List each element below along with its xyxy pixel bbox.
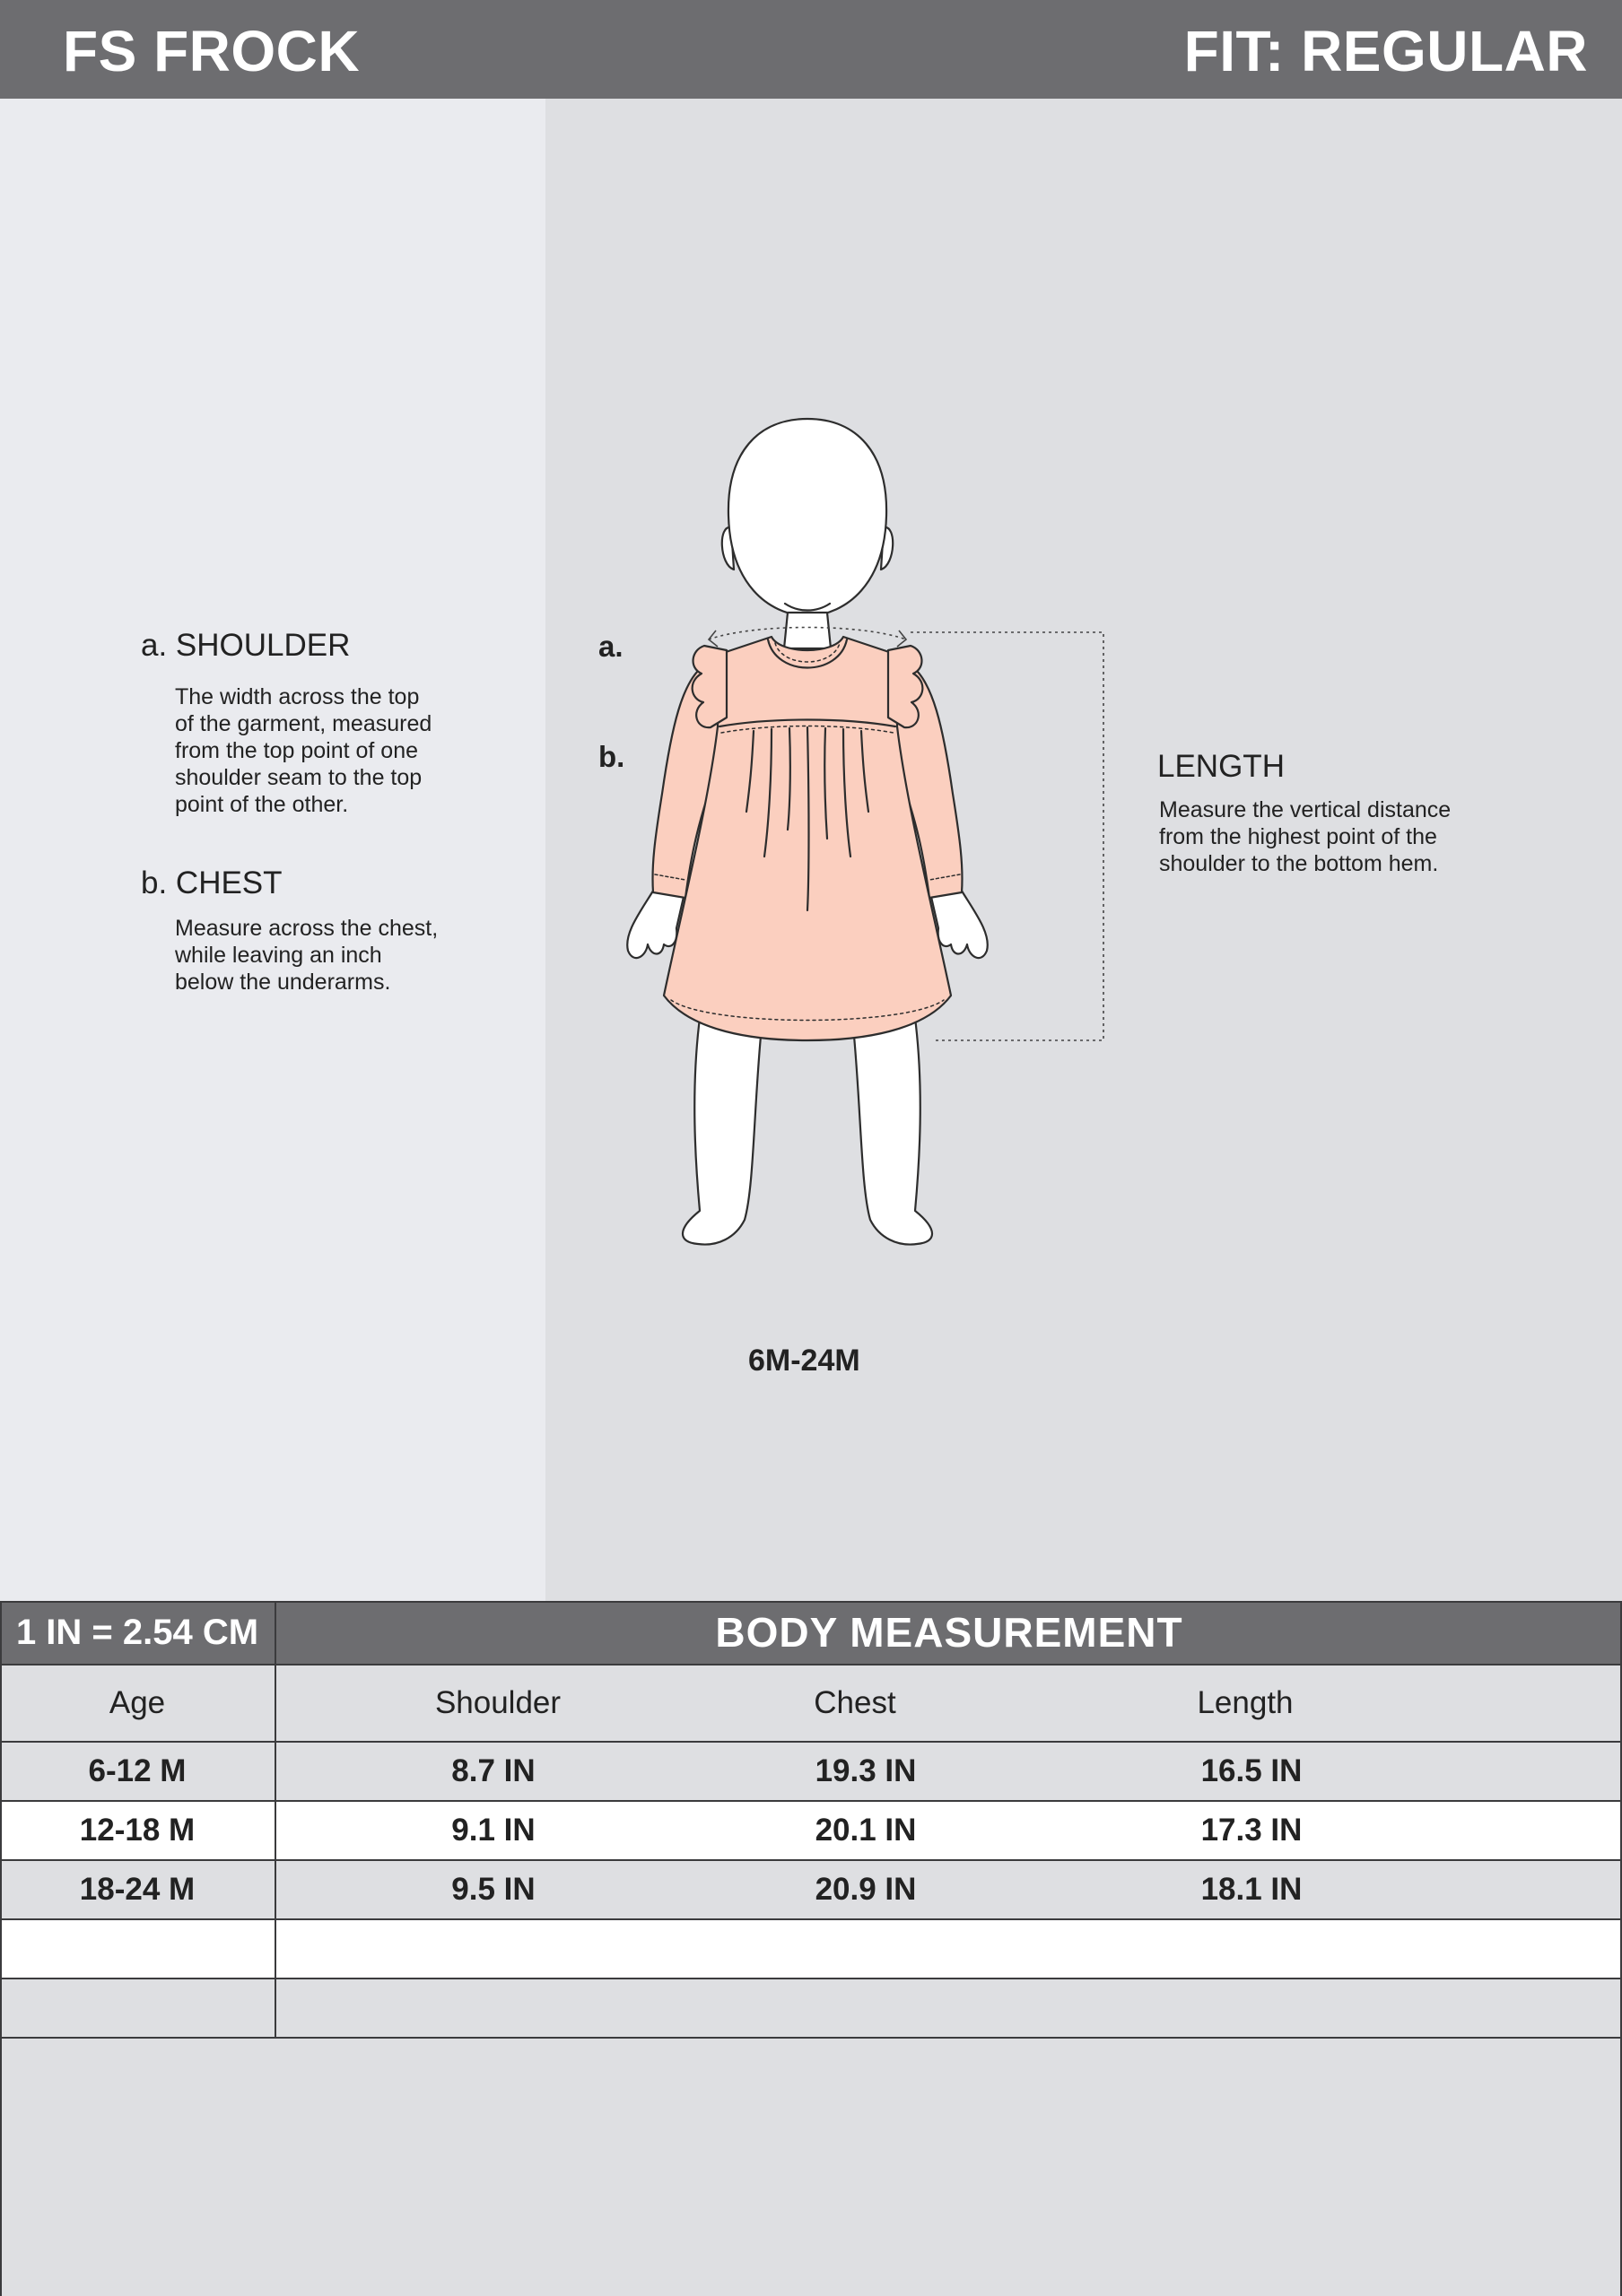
column-header-shoulder: Shoulder [434,1685,562,1720]
age-cell: 6-12 M [88,1753,187,1788]
empty-table-row [0,1979,1622,2039]
chest-cell: 20.1 IN [815,1813,917,1848]
table-header-row [0,1601,1622,1665]
age-cell: 12-18 M [79,1813,196,1848]
column-header-chest: Chest [814,1685,896,1720]
child-frock-illustration [592,408,1130,1269]
length-cell: 18.1 IN [1200,1872,1303,1907]
fit-label: FIT: REGULAR [1183,19,1588,83]
chest-description: Measure across the chest, while leaving an inch below the underarms. [175,916,439,995]
neck [784,613,831,648]
left-leg [683,1018,761,1245]
length-heading: LENGTH [1157,749,1285,784]
length-cell: 16.5 IN [1200,1753,1303,1788]
product-name: FS FROCK [63,19,361,83]
shoulder-cell: 9.5 IN [451,1872,536,1907]
instructions-panel [0,99,545,1601]
table-title: BODY MEASUREMENT [715,1609,1183,1656]
length-cell: 17.3 IN [1200,1813,1303,1848]
shoulder-cell: 8.7 IN [451,1753,536,1788]
right-leg [854,1018,932,1245]
table-row [0,1802,1622,1861]
table-row [0,1743,1622,1802]
chest-cell: 20.9 IN [815,1872,917,1907]
shoulder-cell: 9.1 IN [451,1813,536,1848]
shoulder-heading: a. SHOULDER [141,628,351,663]
header-bar [0,0,1622,100]
conversion-note: 1 IN = 2.54 CM [15,1612,259,1652]
column-header-row [0,1665,1622,1743]
column-header-length: Length [1197,1685,1294,1720]
empty-table-row [0,1920,1622,1979]
column-header-age: Age [109,1685,166,1720]
head [728,419,886,616]
right-ruffle [888,646,922,727]
age-cell: 18-24 M [79,1872,196,1907]
chest-heading: b. CHEST [141,865,283,900]
size-range-label: 6M-24M [748,1344,860,1378]
left-ruffle [693,646,727,727]
chest-cell: 19.3 IN [815,1753,917,1788]
marker-a: a. [598,630,624,663]
marker-b: b. [598,740,625,773]
table-row [0,1861,1622,1920]
shoulder-description: The width across the top of the garment, measured from the top point of one shoulder seam to the top point of the other. [175,684,432,817]
length-description: Measure the vertical distance from the highest point of the shoulder to the bottom hem. [1159,797,1452,876]
